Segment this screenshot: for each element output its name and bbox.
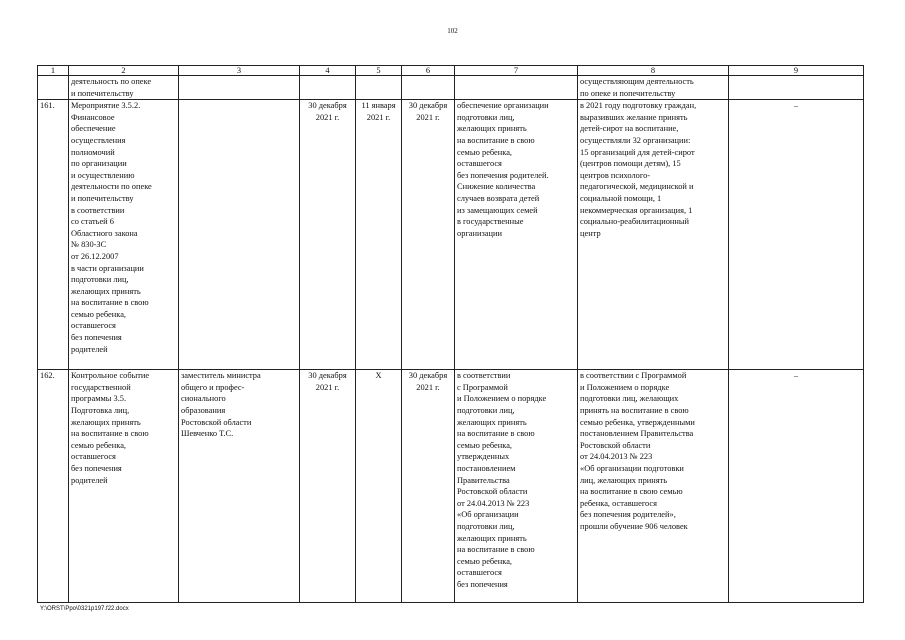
column-header: 1 — [38, 66, 69, 76]
table-cell: в соответствии с Программой и Положением о порядке подготовки лиц, желающих принять на воспитание в свою семью ребенка, утвержденными постановлением Правительства Ростовской области от 24.04.2013 № 223 «Об организации подготовки лиц, желающих принять на воспитание в свою семью ребенка, оставшегося без попечения родителей», прошли обучение 906 человек — [578, 370, 729, 603]
table-cell: 30 декабря 2021 г. — [300, 100, 356, 370]
column-header: 2 — [69, 66, 179, 76]
table-cell: 30 декабря 2021 г. — [402, 100, 455, 370]
table-cell: в соответствии с Программой и Положением о порядке подготовки лиц, желающих принять на воспитание в свою семью ребенка, утвержденных постановлением Правительства Ростовской области от 24.04.2013 № 223 «Об организации подготовки лиц, желающих принять на воспитание в свою семью ребенка, оставшегося без попечения — [455, 370, 578, 603]
column-header-row — [38, 66, 864, 76]
column-header: 5 — [356, 66, 402, 76]
row-number: 161. — [38, 100, 69, 370]
report-table — [37, 65, 864, 603]
column-header: 7 — [455, 66, 578, 76]
row-number: 162. — [38, 370, 69, 603]
table-cell: заместитель министра общего и профес- сионального образования Ростовской области Шевченко Т.С. — [179, 370, 300, 603]
table-cell: деятельность по опеке и попечительству — [69, 76, 179, 100]
column-header: 8 — [578, 66, 729, 76]
page-number: 102 — [447, 27, 458, 35]
table-cell: Контрольное событие государственной программы 3.5. Подготовка лиц, желающих принять на воспитание в свою семью ребенка, оставшегося без попечения родителей — [69, 370, 179, 603]
column-header: 6 — [402, 66, 455, 76]
column-header: 3 — [179, 66, 300, 76]
table-cell: в 2021 году подготовку граждан, выразивших желание принять детей-сирот на воспитание, осуществляли 32 организации: 15 организаций для детей-сирот (центров помощи детям), 15 центров психолого- педагогической, медицинской и социальной помощи, 1 некоммерческая организация, 1 социально-реабилитационный центр — [578, 100, 729, 370]
table-cell: 11 января 2021 г. — [356, 100, 402, 370]
table-row-continuation — [38, 76, 864, 100]
table-cell: – — [729, 370, 864, 603]
table-cell: – — [729, 100, 864, 370]
column-header: 4 — [300, 66, 356, 76]
table-cell: X — [356, 370, 402, 603]
column-header: 9 — [729, 66, 864, 76]
table-cell: Мероприятие 3.5.2. Финансовое обеспечение осуществления полномочий по организации и осуществлению деятельности по опеке и попечительству в соответствии со статьей 6 Областного закона № 830-ЗС от 26.12.2007 в части организации подготовки лиц, желающих принять на воспитание в свою семью ребенка, оставшегося без попечения родителей — [69, 100, 179, 370]
table-row — [38, 370, 864, 603]
table-cell: 30 декабря 2021 г. — [300, 370, 356, 603]
footer-file-path: Y:\ORST\Ppo\0321p197.f22.docx — [40, 606, 129, 612]
table-cell: 30 декабря 2021 г. — [402, 370, 455, 603]
table-row — [38, 100, 864, 370]
table-cell — [179, 100, 300, 370]
table-cell: осуществляющим деятельность по опеке и попечительству — [578, 76, 729, 100]
table-cell: обеспечение организации подготовки лиц, желающих принять на воспитание в свою семью ребенка, оставшегося без попечения родителей. Снижение количества случаев возврата детей из замещающих семей в государственные организации — [455, 100, 578, 370]
